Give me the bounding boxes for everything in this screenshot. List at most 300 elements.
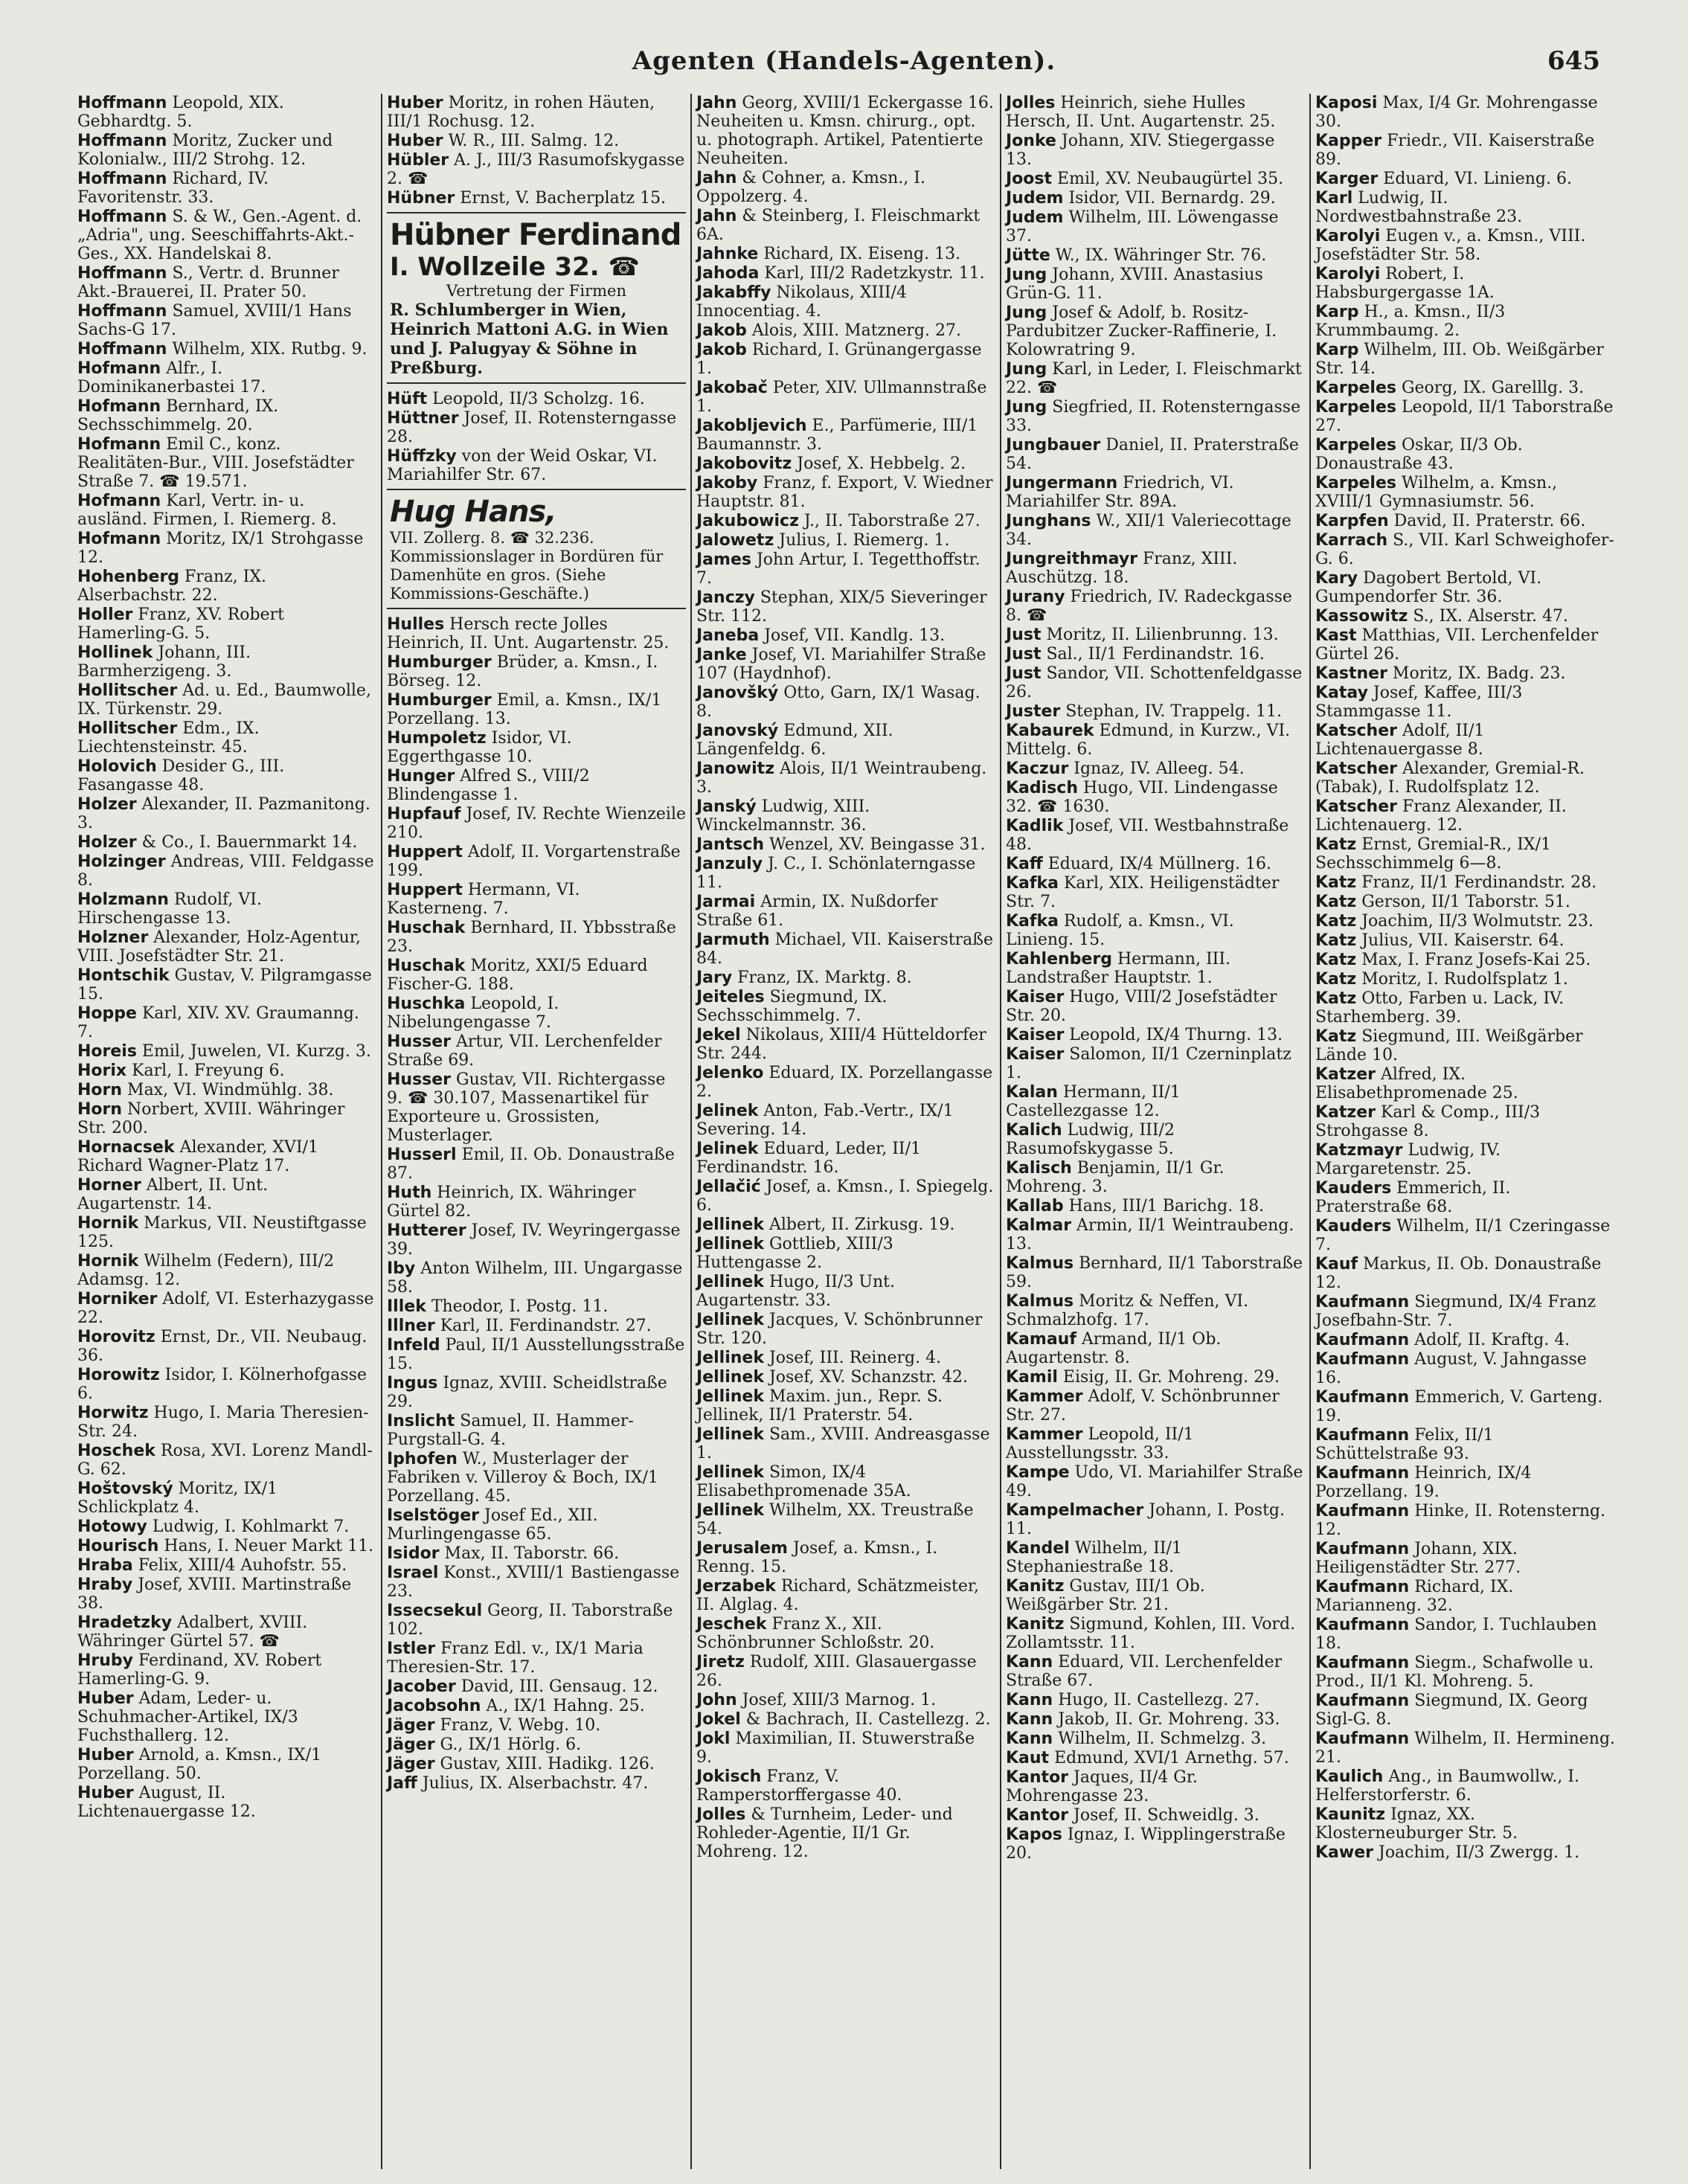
entry-details: S., IX. Alserstr. 47. (1408, 607, 1568, 626)
entry-name: Hoffmann (77, 302, 167, 321)
directory-entry (1006, 550, 1305, 587)
entry-details: Udo, VI. Mariahilfer Straße 49. (1006, 1463, 1303, 1500)
entry-details: Franz Alexander, II. Lichtenauerg. 12. (1315, 797, 1567, 835)
directory-entry (387, 1564, 686, 1601)
entry-name: Katz (1315, 893, 1357, 911)
directory-entry (1315, 341, 1616, 378)
entry-name: Jolles (696, 1805, 746, 1824)
directory-entry (387, 919, 686, 956)
entry-name: Infeld (387, 1336, 440, 1355)
directory-entry (1315, 1027, 1616, 1064)
entry-details: Moritz, in rohen Häuten, III/1 Rochusg. 12. (387, 94, 655, 131)
directory-entry (696, 1102, 995, 1139)
entry-name: Huth (387, 1183, 432, 1202)
directory-entry (1006, 360, 1305, 397)
entry-details: Josef, IV. Rechte Wienzeile 210. (387, 805, 686, 842)
entry-name: Katz (1315, 931, 1357, 950)
entry-name: Kaulich (1315, 1767, 1384, 1786)
directory-entry (1006, 512, 1305, 549)
entry-details: Hermann, II/1 Castellezgasse 12. (1006, 1083, 1181, 1120)
entry-details: Karl, XIX. Heiligenstädter Str. 7. (1006, 874, 1280, 911)
entry-details: Ernst, Gremial-R., IX/1 Sechsschimmelg 6—8. (1315, 835, 1551, 873)
entry-details: Richard, IV. Favoritenstr. 33. (77, 170, 269, 207)
entry-name: Hofmann (77, 359, 161, 378)
advertisement-hug (387, 489, 686, 609)
entry-details: Wilhelm, XIX. Rutbg. 9. (167, 340, 368, 359)
directory-entry (387, 691, 686, 728)
directory-entry (696, 550, 995, 588)
directory-entry (1006, 189, 1305, 208)
directory-entry (1006, 1026, 1305, 1044)
entry-details: Adolf, II. Vorgartenstraße 199. (387, 843, 681, 880)
directory-entry (1315, 94, 1616, 131)
directory-entry (696, 417, 995, 454)
entry-details: David, II. Praterstr. 66. (1388, 512, 1586, 530)
directory-entry (387, 1450, 686, 1506)
directory-entry (1006, 94, 1305, 131)
entry-name: Jellinek (696, 1368, 764, 1387)
directory-entry (1315, 1767, 1616, 1805)
entry-name: Jerzabek (696, 1577, 776, 1596)
page-header (0, 46, 1688, 91)
entry-name: Jacober (387, 1677, 456, 1696)
directory-entry (1315, 1217, 1616, 1254)
directory-entry (1315, 1179, 1616, 1216)
directory-entry (77, 1689, 376, 1745)
entry-name: James (696, 550, 751, 569)
directory-entry (77, 966, 376, 1003)
entry-name: Hollitscher (77, 719, 178, 738)
directory-entry (77, 795, 376, 832)
entry-details: Karl, Vertr. in- u. ausländ. Firmen, I. Riemerg. 8. (77, 492, 337, 529)
directory-entry (1315, 951, 1616, 969)
ad-huebner-name: Hübner Ferdinand (390, 218, 681, 252)
entry-details: August, II. Lichtenauergasse 12. (77, 1784, 256, 1821)
page-title: Agenten (Handels-Agenten). (632, 46, 1056, 76)
entry-details: Karl, XIV. XV. Graumanng. 7. (77, 1004, 359, 1041)
entry-details: Josef, VI. Mariahilfer Straße 107 (Haydnhof). (696, 646, 986, 683)
entry-name: Hunger (387, 767, 455, 786)
directory-entry (696, 169, 995, 206)
directory-entry (1006, 1539, 1305, 1576)
entry-details: Alexander, Gremial-R. (Tabak), I. Rudolfsplatz 12. (1315, 759, 1585, 797)
ad-huebner-address: I. Wollzeile 32. ☎ (390, 252, 640, 282)
directory-entry (1006, 779, 1305, 816)
entry-name: Kast (1315, 626, 1357, 645)
entry-name: Jarmai (696, 893, 756, 911)
entry-details: Jakob, II. Gr. Mohreng. 33. (1053, 1710, 1280, 1729)
directory-entry (77, 94, 376, 131)
entry-details: W., IX. Währinger Str. 76. (1050, 246, 1267, 265)
entry-details: Alois, II/1 Weintraubeng. 3. (696, 759, 987, 797)
entry-details: Bernhard, II. Ybbsstraße 23. (387, 919, 676, 956)
directory-entry (1315, 512, 1616, 530)
entry-name: Horix (77, 1062, 127, 1080)
entry-details: Moritz, Zucker und Kolonialw., III/2 Strohg. 12. (77, 132, 333, 169)
entry-details: Eisig, II. Gr. Mohreng. 29. (1057, 1368, 1280, 1387)
directory-entry (1006, 1216, 1305, 1253)
ad-huebner-line2: R. Schlumberger in Wien, Heinrich Mattoni A.G. in Wien und J. Palugyay & Söhne in Preßburg. (390, 301, 669, 378)
entry-details: Alexander, XVI/1 Richard Wagner-Platz 17. (77, 1138, 319, 1175)
entry-name: Jellinek (696, 1387, 764, 1406)
entry-details: Isidor, VI. Eggerthgasse 10. (387, 729, 572, 766)
directory-entry (387, 1336, 686, 1373)
entry-name: Kaufmann (1315, 1331, 1410, 1349)
directory-entry (1315, 265, 1616, 302)
entry-name: Kaczur (1006, 759, 1069, 778)
entry-details: Georg, XVIII/1 Eckergasse 16. Neuheiten u. Kmsn. chirurg., opt. u. photograph. Artikel, Patentierte Neuheiten. (696, 94, 994, 168)
entry-details: Julius, VII. Kaiserstr. 64. (1356, 931, 1565, 950)
entry-name: Kalmar (1006, 1216, 1072, 1235)
directory-entry (387, 1297, 686, 1316)
entry-name: Hofmann (77, 435, 161, 454)
entry-name: Jahnke (696, 245, 759, 263)
entry-details: Eduard, VI. Linieng. 6. (1378, 170, 1572, 188)
entry-name: Jellinek (696, 1215, 764, 1234)
entry-name: Jerusalem (696, 1539, 788, 1558)
entry-details: Konst., XVIII/1 Bastiengasse 23. (387, 1564, 680, 1601)
entry-details: Alfr., I. Dominikanerbastei 17. (77, 359, 266, 396)
directory-entry (77, 1442, 376, 1479)
entry-name: Jary (696, 969, 733, 987)
entry-details: Karl, I. Freyung 6. (126, 1062, 285, 1080)
entry-name: Israel (387, 1564, 439, 1582)
entry-name: Judem (1006, 189, 1064, 208)
directory-entry (1315, 1388, 1616, 1425)
entry-details: Johann, I. Postg. 11. (1006, 1501, 1285, 1538)
entry-name: Hoffmann (77, 264, 167, 283)
entry-details: Albert, II. Unt. Augartenstr. 14. (77, 1176, 269, 1213)
directory-entry (77, 1517, 376, 1536)
directory-entry (1006, 1749, 1305, 1767)
directory-entry (1315, 436, 1616, 473)
entry-name: Kabaurek (1006, 722, 1094, 740)
entry-name: Kalisch (1006, 1159, 1072, 1178)
entry-name: Kalmus (1006, 1254, 1074, 1273)
directory-entry (1315, 759, 1616, 797)
entry-name: Joost (1006, 170, 1053, 188)
entry-name: Jütte (1006, 246, 1050, 265)
directory-entry (387, 957, 686, 994)
directory-entry (387, 881, 686, 918)
entry-details: Eugen v., a. Kmsn., VIII. Josefstädter Str. 58. (1315, 227, 1586, 264)
entry-details: Ludwig, II. Nordwestbahnstraße 23. (1315, 189, 1523, 226)
entry-name: Judem (1006, 208, 1064, 227)
entry-name: Jeiteles (696, 988, 765, 1006)
entry-details: Franz, XV. Robert Hamerling-G. 5. (77, 606, 284, 643)
directory-entry (696, 1691, 995, 1709)
entry-name: Iphofen (387, 1450, 458, 1468)
directory-entry (696, 1215, 995, 1234)
entry-name: Jurany (1006, 588, 1065, 606)
entry-name: Kaufmann (1315, 1692, 1410, 1710)
directory-entry (696, 684, 995, 721)
entry-name: Holzer (77, 795, 137, 814)
entry-details: Stephan, IV. Trappelg. 11. (1060, 702, 1282, 721)
entry-details: Hugo, II/3 Unt. Augartenstr. 33. (696, 1273, 895, 1310)
directory-entry (1315, 1805, 1616, 1843)
column-5 (1311, 94, 1620, 2169)
entry-name: Huber (387, 94, 443, 112)
entry-name: Kadlik (1006, 817, 1064, 835)
entry-name: Jakubowicz (696, 512, 799, 530)
entry-name: Karrach (1315, 531, 1388, 550)
directory-entry (1315, 132, 1616, 169)
entry-details: Sam., XVIII. Andreasgasse 1. (696, 1425, 990, 1462)
entry-details: Andreas, VIII. Feldgasse 8. (77, 852, 374, 890)
directory-entry (1006, 208, 1305, 245)
directory-entry (696, 1026, 995, 1063)
entry-name: Hofmann (77, 397, 161, 416)
directory-entry (1315, 931, 1616, 950)
directory-entry (77, 606, 376, 643)
entry-name: Huber (77, 1784, 134, 1802)
entry-details: A. J., III/3 Rasumofskygasse 2. ☎ (387, 151, 685, 188)
directory-entry (1315, 1331, 1616, 1349)
entry-details: Johann, XIX. Heiligenstädter Str. 277. (1315, 1540, 1521, 1577)
directory-entry (696, 855, 995, 892)
entry-details: Ignaz, XVIII. Scheidlstraße 29. (387, 1374, 667, 1411)
entry-name: Jakoby (696, 474, 758, 492)
entry-name: Jungreithmayr (1006, 550, 1138, 568)
entry-details: Wilhelm, III. Löwengasse 37. (1006, 208, 1279, 245)
directory-entry (696, 245, 995, 263)
entry-name: Horn (77, 1100, 123, 1119)
entry-details: Gustav, VII. Richtergasse 9. ☎ 30.107, Massenartikel für Exporteure u. Grossisten, Musterlager. (387, 1070, 666, 1145)
entry-details: Bernhard, II/1 Taborstraße 59. (1006, 1254, 1303, 1291)
directory-entry (696, 1615, 995, 1652)
entry-name: Hulles (387, 615, 445, 634)
directory-entry (1006, 1729, 1305, 1748)
entry-name: Kauf (1315, 1255, 1358, 1274)
entry-details: Felix, II/1 Schüttelstraße 93. (1315, 1426, 1494, 1463)
directory-entry (387, 1735, 686, 1754)
entry-name: Hoffmann (77, 94, 167, 112)
entry-name: Jonke (1006, 132, 1056, 150)
entry-details: Jacques, V. Schönbrunner Str. 120. (696, 1311, 983, 1348)
entry-name: Isidor (387, 1544, 440, 1563)
entry-details: Josef, X. Hebbelg. 2. (792, 455, 966, 473)
entry-name: Kaufmann (1315, 1578, 1410, 1596)
directory-entry (1006, 1197, 1305, 1215)
entry-name: Huschak (387, 957, 466, 975)
directory-entry (77, 132, 376, 169)
directory-entry (77, 719, 376, 757)
entry-name: Hornacsek (77, 1138, 175, 1157)
entry-details: W., Musterlager der Fabriken v. Villeroy & Boch, IX/1 Porzellang. 45. (387, 1450, 658, 1506)
entry-name: Horowitz (77, 1366, 160, 1384)
advertisement-huebner (387, 212, 686, 384)
entry-details: Sal., II/1 Ferdinandstr. 16. (1041, 645, 1265, 664)
directory-entry (696, 969, 995, 987)
entry-name: Kallab (1006, 1197, 1064, 1215)
directory-entry (1006, 1425, 1305, 1462)
directory-entry (1315, 531, 1616, 568)
directory-entry (696, 474, 995, 511)
entry-name: Kalmus (1006, 1292, 1074, 1311)
directory-entry (1315, 474, 1616, 511)
directory-entry (387, 653, 686, 690)
directory-entry (77, 1480, 376, 1517)
entry-details: Rosa, XVI. Lorenz Mandl-G. 62. (77, 1442, 373, 1479)
directory-entry (387, 1374, 686, 1411)
entry-details: & Bachrach, II. Castellezg. 2. (740, 1710, 991, 1729)
entry-details: Emmerich, V. Garteng. 19. (1315, 1388, 1603, 1425)
directory-entry (1315, 1065, 1616, 1102)
directory-entry (77, 397, 376, 434)
entry-name: Jekel (696, 1026, 741, 1044)
directory-entry (696, 1539, 995, 1576)
directory-entry (77, 1746, 376, 1783)
directory-entry (1315, 1843, 1616, 1862)
entry-details: Alexander, Holz-Agentur, VIII. Josefstädter Str. 21. (77, 928, 361, 966)
entry-name: Katz (1315, 1027, 1357, 1046)
entry-details: Adolf, VI. Esterhazygasse 22. (77, 1290, 374, 1327)
entry-name: Jung (1006, 360, 1047, 379)
entry-name: Karpeles (1315, 379, 1396, 397)
directory-entry (1006, 1806, 1305, 1825)
directory-entry (1006, 1121, 1305, 1158)
entry-name: Katzmayr (1315, 1141, 1403, 1160)
entry-name: Kantor (1006, 1768, 1069, 1787)
directory-entry (1315, 797, 1616, 835)
directory-entry (696, 588, 995, 626)
entry-name: Humburger (387, 653, 492, 672)
entry-details: Benjamin, II/1 Gr. Mohreng. 3. (1006, 1159, 1225, 1196)
entry-details: & Turnheim, Leder- und Rohleder-Agentie, II/1 Gr. Mohreng. 12. (696, 1805, 953, 1861)
entry-name: Kassowitz (1315, 607, 1408, 626)
entry-name: Jokl (696, 1729, 731, 1748)
directory-entry (387, 1183, 686, 1221)
directory-entry (1315, 398, 1616, 435)
directory-entry (1006, 132, 1305, 169)
directory-entry (387, 189, 686, 208)
entry-name: Karpeles (1315, 398, 1396, 417)
directory-entry (387, 94, 686, 131)
entry-name: Jahn (696, 169, 737, 187)
entry-name: Kafka (1006, 912, 1059, 931)
entry-name: Hotowy (77, 1517, 147, 1536)
directory-entry (77, 435, 376, 491)
entry-details: Leopold, II/1 Taborstraße 27. (1315, 398, 1614, 435)
entry-name: Jarmuth (696, 931, 770, 949)
entry-name: Kaposi (1315, 94, 1378, 112)
entry-details: Adolf, V. Schönbrunner Str. 27. (1006, 1387, 1280, 1425)
entry-details: Ferdinand, XV. Robert Hamerling-G. 9. (77, 1651, 322, 1689)
entry-details: Ludwig, XIII. Winckelmannstr. 36. (696, 797, 870, 835)
directory-entry (1315, 835, 1616, 873)
directory-entry (696, 455, 995, 473)
entry-name: Hradetzky (77, 1613, 173, 1632)
entry-name: Hoffmann (77, 132, 167, 150)
entry-details: Samuel, II. Hammer-Purgstall-G. 4. (387, 1412, 634, 1449)
entry-name: Illek (387, 1297, 426, 1316)
entry-details: & Co., I. Bauernmarkt 14. (136, 833, 358, 852)
entry-details: Edmund, XVI/1 Arnethg. 57. (1049, 1749, 1289, 1767)
entry-details: Emil, II. Ob. Donaustraße 87. (387, 1146, 675, 1183)
entry-details: Ignaz, I. Wipplingerstraße 20. (1006, 1825, 1286, 1863)
entry-name: Kastner (1315, 664, 1387, 683)
directory-entry (77, 928, 376, 966)
entry-name: Huber (77, 1689, 134, 1708)
entry-details: Hugo, VIII/2 Josefstädter Str. 20. (1006, 988, 1277, 1025)
entry-details: Armand, II/1 Ob. Augartenstr. 8. (1006, 1330, 1222, 1367)
entry-details: Friedrich, IV. Radeckgasse 8. ☎ (1006, 588, 1292, 625)
entry-details: Samuel, XVIII/1 Hans Sachs-G 17. (77, 302, 352, 339)
entry-details: Georg, II. Taborstraße 102. (387, 1602, 673, 1639)
entry-name: Holovich (77, 757, 157, 776)
entry-name: Jahn (696, 207, 737, 225)
entry-name: Kapos (1006, 1825, 1062, 1844)
directory-entry (387, 1774, 686, 1793)
directory-entry (1006, 1387, 1305, 1425)
entry-details: Ignaz, IV. Alleeg. 54. (1068, 759, 1245, 778)
entry-details: Norbert, XVIII. Währinger Str. 200. (77, 1100, 345, 1137)
entry-details: Eduard, IX. Porzellangasse 2. (696, 1064, 993, 1101)
entry-details: Wilhelm, XX. Treustraße 54. (696, 1501, 974, 1538)
directory-entry (77, 1613, 376, 1651)
entry-name: Hübner (387, 189, 455, 208)
directory-entry (1006, 664, 1305, 701)
entry-details: John Artur, I. Tegetthoffstr. 7. (696, 550, 981, 588)
entry-details: Edmund, in Kurzw., VI. Mittelg. 6. (1006, 722, 1291, 759)
directory-entry (1315, 1616, 1616, 1653)
entry-details: Georg, IX. Garelllg. 3. (1396, 379, 1585, 397)
directory-entry (77, 302, 376, 339)
entry-name: Jellinek (696, 1425, 764, 1444)
entry-name: Katz (1315, 912, 1357, 931)
column-4 (1001, 94, 1311, 2169)
entry-name: Hornik (77, 1214, 139, 1233)
directory-entry (77, 890, 376, 928)
directory-entry (696, 722, 995, 759)
entry-details: Franz, V. Webg. 10. (434, 1716, 601, 1735)
entry-name: Hüttner (387, 409, 459, 428)
directory-entry (1006, 1254, 1305, 1291)
entry-name: Humpoletz (387, 729, 487, 748)
entry-name: Huppert (387, 881, 463, 899)
entry-name: Hohenberg (77, 568, 180, 586)
entry-details: Josef, III. Reinerg. 4. (763, 1349, 942, 1367)
entry-details: Wilhelm (Federn), III/2 Adamsg. 12. (77, 1252, 335, 1289)
entry-details: Moritz, IX/1 Strohgasse 12. (77, 530, 364, 567)
entry-name: Jäger (387, 1755, 435, 1773)
directory-entry (77, 340, 376, 359)
entry-name: Just (1006, 664, 1042, 683)
entry-details: Leopold, II/3 Scholzg. 16. (427, 390, 645, 408)
entry-name: Hraby (77, 1576, 133, 1594)
entry-details: Edm., IX. Liechtensteinstr. 45. (77, 719, 260, 757)
entry-details: Eduard, IX/4 Müllnerg. 16. (1042, 855, 1272, 873)
entry-name: Jungbauer (1006, 436, 1101, 455)
entry-details: Gustav, V. Pilgramgasse 15. (77, 966, 372, 1003)
entry-name: Karolyi (1315, 265, 1381, 283)
entry-details: Richard, IX. Marianneng. 32. (1315, 1578, 1514, 1615)
entry-name: Jellinek (696, 1349, 764, 1367)
directory-entry (1315, 1540, 1616, 1577)
entry-name: Jahoda (696, 264, 760, 283)
entry-details: Paul, II/1 Ausstellungsstraße 15. (387, 1336, 685, 1373)
entry-details: Ang., in Baumwollw., I. Helferstorferstr. 6. (1315, 1767, 1579, 1805)
entry-details: Franz X., XII. Schönbrunner Schloßstr. 20. (696, 1615, 935, 1652)
entry-name: Hourisch (77, 1537, 159, 1555)
entry-name: Horwitz (77, 1404, 149, 1422)
directory-entry (387, 390, 686, 408)
entry-name: Junghans (1006, 512, 1091, 530)
directory-entry (77, 1404, 376, 1441)
entry-details: & Steinberg, I. Fleischmarkt 6A. (696, 207, 981, 244)
entry-name: Kaiser (1006, 988, 1065, 1006)
